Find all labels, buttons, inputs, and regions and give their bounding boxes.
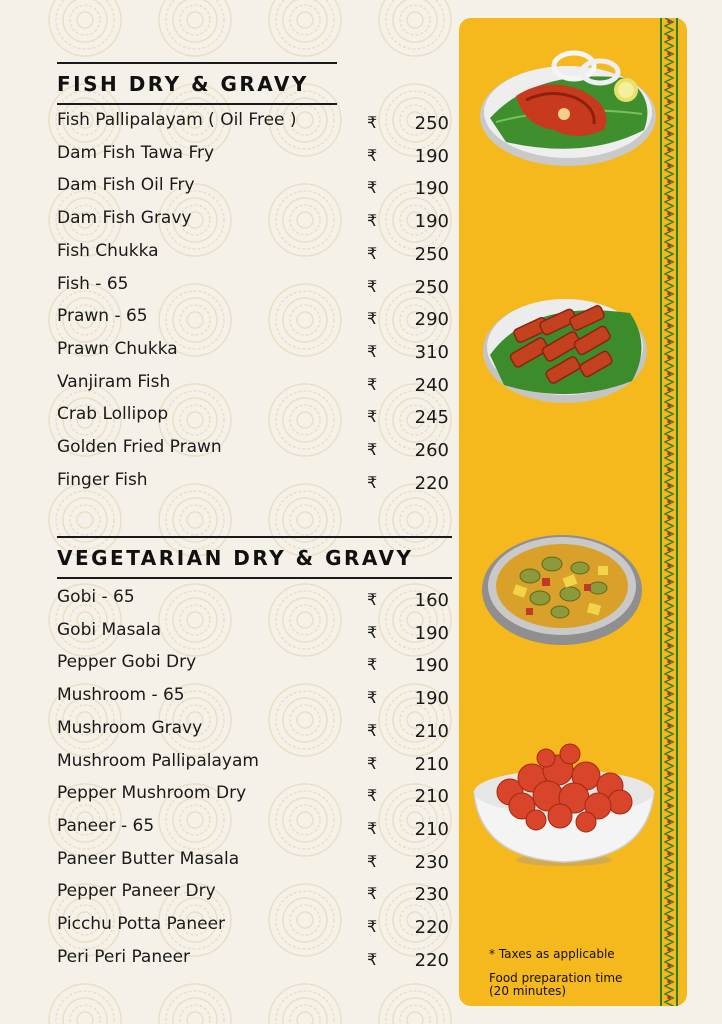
menu-item-price: 230 bbox=[414, 884, 449, 906]
rupee-symbol: ₹ bbox=[367, 145, 378, 165]
menu-item-price: 220 bbox=[414, 949, 449, 971]
menu-item bbox=[57, 751, 457, 781]
prep-time-note-line1: Food preparation time bbox=[489, 971, 623, 985]
menu-item-name: Finger Fish bbox=[57, 469, 148, 490]
menu-item-price: 245 bbox=[414, 407, 449, 429]
vegetable-gravy-bowl-icon bbox=[480, 528, 645, 648]
decorative-border-strip bbox=[658, 18, 680, 1006]
menu-item-price: 190 bbox=[414, 688, 449, 710]
rupee-symbol: ₹ bbox=[367, 276, 378, 296]
rupee-symbol: ₹ bbox=[367, 341, 378, 361]
menu-item-price: 250 bbox=[414, 243, 449, 265]
menu-item bbox=[57, 816, 457, 846]
menu-item-price: 190 bbox=[414, 145, 449, 167]
menu-item-name: Pepper Gobi Dry bbox=[57, 652, 197, 673]
menu-item-name: Dam Fish Oil Fry bbox=[57, 175, 195, 196]
menu-item-name: Fish Chukka bbox=[57, 240, 159, 261]
menu-item bbox=[57, 339, 457, 369]
menu-item bbox=[57, 437, 457, 467]
menu-item bbox=[57, 241, 457, 271]
menu-item bbox=[57, 783, 457, 813]
menu-item-name: Fish - 65 bbox=[57, 273, 129, 294]
rupee-symbol: ₹ bbox=[367, 753, 378, 773]
menu-item-price: 250 bbox=[414, 276, 449, 298]
menu-item-name: Vanjiram Fish bbox=[57, 371, 171, 392]
menu-item-price: 160 bbox=[414, 590, 449, 611]
menu-item-name: Paneer - 65 bbox=[57, 815, 155, 836]
menu-item-name: Pepper Paneer Dry bbox=[57, 881, 216, 902]
rupee-symbol: ₹ bbox=[367, 590, 378, 609]
section-title-veg: VEGETARIAN DRY & GRAVY bbox=[57, 546, 414, 570]
menu-item bbox=[57, 110, 457, 140]
rupee-symbol: ₹ bbox=[367, 884, 378, 904]
rupee-symbol: ₹ bbox=[367, 113, 378, 132]
rupee-symbol: ₹ bbox=[367, 407, 378, 427]
menu-item bbox=[57, 208, 457, 238]
menu-item-price: 220 bbox=[414, 917, 449, 938]
rupee-symbol: ₹ bbox=[367, 472, 378, 492]
menu-item bbox=[57, 620, 457, 650]
rupee-symbol: ₹ bbox=[367, 622, 378, 642]
rupee-symbol: ₹ bbox=[367, 309, 378, 329]
menu-item-price: 210 bbox=[414, 720, 449, 742]
rupee-symbol: ₹ bbox=[367, 818, 378, 838]
gobi-65-bowl-icon bbox=[470, 740, 658, 868]
fish-fingers-on-banana-leaf-icon bbox=[480, 285, 650, 410]
menu-item bbox=[57, 372, 457, 402]
menu-item-price: 310 bbox=[414, 341, 449, 363]
rupee-symbol: ₹ bbox=[367, 440, 378, 459]
menu-item bbox=[57, 652, 457, 682]
section-rule-fish-bottom bbox=[57, 103, 337, 105]
menu-item bbox=[57, 947, 457, 977]
menu-item bbox=[57, 685, 457, 715]
menu-item-name: Dam Fish Tawa Fry bbox=[57, 142, 215, 163]
menu-item-price: 190 bbox=[414, 178, 449, 200]
section-title-fish: FISH DRY & GRAVY bbox=[57, 72, 309, 96]
menu-item-price: 190 bbox=[414, 211, 449, 233]
rupee-symbol: ₹ bbox=[367, 786, 378, 806]
menu-item-price: 240 bbox=[414, 374, 449, 396]
rupee-symbol: ₹ bbox=[367, 374, 378, 394]
taxes-note: * Taxes as applicable bbox=[489, 947, 615, 961]
menu-item-price: 210 bbox=[414, 753, 449, 775]
menu-item-price: 190 bbox=[414, 622, 449, 644]
rupee-symbol: ₹ bbox=[367, 688, 378, 708]
section-rule-veg-top bbox=[57, 536, 452, 538]
menu-item bbox=[57, 914, 457, 944]
menu-item-name: Gobi - 65 bbox=[57, 587, 135, 607]
rupee-symbol: ₹ bbox=[367, 720, 378, 740]
rupee-symbol: ₹ bbox=[367, 243, 378, 263]
prep-time-note-line2: (20 minutes) bbox=[489, 984, 567, 998]
menu-item bbox=[57, 587, 457, 617]
fish-fry-on-banana-leaf-icon bbox=[476, 38, 661, 173]
menu-item-name: Crab Lollipop bbox=[57, 404, 169, 425]
menu-item-name: Paneer Butter Masala bbox=[57, 848, 240, 869]
rupee-symbol: ₹ bbox=[367, 211, 378, 231]
menu-item-price: 230 bbox=[414, 851, 449, 873]
menu-item-name: Pepper Mushroom Dry bbox=[57, 783, 247, 804]
rupee-symbol: ₹ bbox=[367, 949, 378, 969]
menu-item bbox=[57, 404, 457, 434]
menu-item-price: 250 bbox=[414, 113, 449, 134]
menu-item-price: 220 bbox=[414, 472, 449, 494]
menu-item-name: Peri Peri Paneer bbox=[57, 946, 191, 967]
menu-item bbox=[57, 849, 457, 879]
menu-item-name: Picchu Potta Paneer bbox=[57, 914, 226, 934]
section-rule-fish-top bbox=[57, 62, 337, 64]
rupee-symbol: ₹ bbox=[367, 851, 378, 871]
menu-item bbox=[57, 470, 457, 500]
menu-item bbox=[57, 306, 457, 336]
menu-item-price: 290 bbox=[414, 309, 449, 331]
menu-item-name: Prawn - 65 bbox=[57, 306, 148, 327]
rupee-symbol: ₹ bbox=[367, 917, 378, 936]
menu-item bbox=[57, 881, 457, 911]
menu-item-price: 260 bbox=[414, 440, 449, 461]
menu-item-name: Fish Pallipalayam ( Oil Free ) bbox=[57, 110, 297, 130]
menu-item-name: Dam Fish Gravy bbox=[57, 208, 192, 229]
menu-item-name: Mushroom Pallipalayam bbox=[57, 750, 259, 771]
menu-item bbox=[57, 175, 457, 205]
menu-item-name: Gobi Masala bbox=[57, 619, 161, 640]
menu-item bbox=[57, 718, 457, 748]
menu-item-name: Golden Fried Prawn bbox=[57, 437, 222, 457]
menu-item-name: Mushroom Gravy bbox=[57, 717, 203, 738]
menu-item-name: Mushroom - 65 bbox=[57, 685, 185, 706]
menu-item-price: 210 bbox=[414, 786, 449, 808]
menu-item bbox=[57, 274, 457, 304]
menu-item-price: 210 bbox=[414, 818, 449, 840]
section-rule-veg-bottom bbox=[57, 577, 452, 579]
menu-item-price: 190 bbox=[414, 655, 449, 677]
rupee-symbol: ₹ bbox=[367, 178, 378, 198]
menu-item-name: Prawn Chukka bbox=[57, 338, 178, 359]
rupee-symbol: ₹ bbox=[367, 655, 378, 675]
menu-item bbox=[57, 143, 457, 173]
